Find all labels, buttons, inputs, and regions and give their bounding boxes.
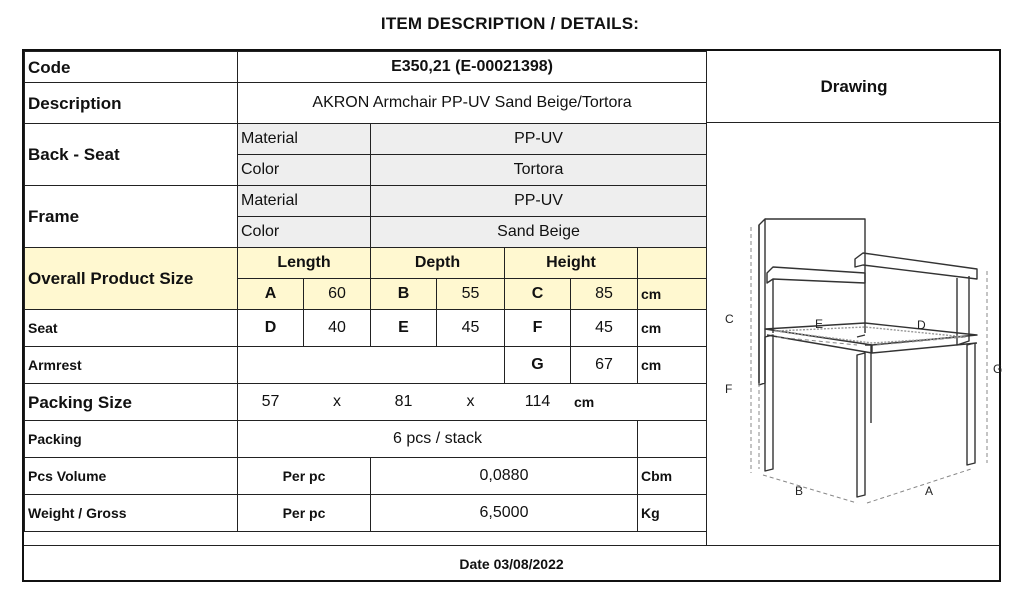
armrest-unit: cm [638,347,707,384]
height-header: Height [505,248,638,279]
overall-size-label: Overall Product Size [25,248,238,310]
packing-size-label: Packing Size [25,384,238,421]
seat-label: Seat [25,310,238,347]
code-label: Code [25,52,238,83]
packing-empty [638,421,707,458]
weight-value: 6,5000 [371,495,638,532]
armchair-drawing [707,123,1003,543]
back-seat-color-label: Color [238,155,371,186]
packing-size-empty [638,384,707,421]
packing-depth: 81 [371,384,437,421]
page-title: ITEM DESCRIPTION / DETAILS: [380,14,640,33]
dim-b-value: 55 [437,279,505,310]
pcs-volume-per: Per pc [238,458,371,495]
dim-g-value: 67 [571,347,638,384]
dim-c-letter: C [505,279,571,310]
back-seat-color-value: Tortora [371,155,707,186]
drawing-header: Drawing [706,51,1001,123]
description-value: AKRON Armchair PP-UV Sand Beige/Tortora [238,83,707,124]
frame-label: Frame [25,186,238,248]
pcs-volume-label: Pcs Volume [25,458,238,495]
depth-header: Depth [371,248,505,279]
weight-label: Weight / Gross [25,495,238,532]
back-seat-material-value: PP-UV [371,124,707,155]
drawing-label-a: A [925,484,934,498]
overall-unit: cm [638,279,707,310]
drawing-label-g: G [993,362,1003,376]
frame-material-value: PP-UV [371,186,707,217]
dim-c-value: 85 [571,279,638,310]
dim-a-value: 60 [304,279,371,310]
packing-value: 6 pcs / stack [238,421,638,458]
dim-f-value: 45 [571,310,638,347]
weight-per: Per pc [238,495,371,532]
frame-material-label: Material [238,186,371,217]
description-label: Description [25,83,238,124]
armrest-label: Armrest [25,347,238,384]
drawing-label-d: D [917,318,926,332]
packing-label: Packing [25,421,238,458]
back-seat-material-label: Material [238,124,371,155]
packing-unit: cm [571,384,638,421]
pcs-volume-unit: Cbm [638,458,707,495]
pcs-volume-value: 0,0880 [371,458,638,495]
dim-f-letter: F [505,310,571,347]
drawing-label-f: F [725,382,733,396]
packing-x1: x [304,384,371,421]
seat-unit: cm [638,310,707,347]
drawing-label-c: C [725,312,734,326]
frame-color-value: Sand Beige [371,217,707,248]
length-header: Length [238,248,371,279]
packing-width: 57 [238,384,304,421]
packing-x2: x [437,384,505,421]
drawing-label-e: E [815,317,824,331]
dim-e-letter: E [371,310,437,347]
dim-d-value: 40 [304,310,371,347]
spec-table [24,51,707,532]
dim-g-letter: G [505,347,571,384]
back-seat-label: Back - Seat [25,124,238,186]
dim-b-letter: B [371,279,437,310]
drawing-area [706,123,1001,545]
frame-color-label: Color [238,217,371,248]
unit-header [638,248,707,279]
dim-e-value: 45 [437,310,505,347]
packing-height: 114 [505,384,571,421]
dim-d-letter: D [238,310,304,347]
weight-unit: Kg [638,495,707,532]
armrest-empty [238,347,505,384]
dim-a-letter: A [238,279,304,310]
drawing-label-b: B [795,484,804,498]
code-value: E350,21 (E-00021398) [238,52,707,83]
spec-sheet [22,49,1001,582]
date-footer: Date 03/08/2022 [24,545,999,582]
